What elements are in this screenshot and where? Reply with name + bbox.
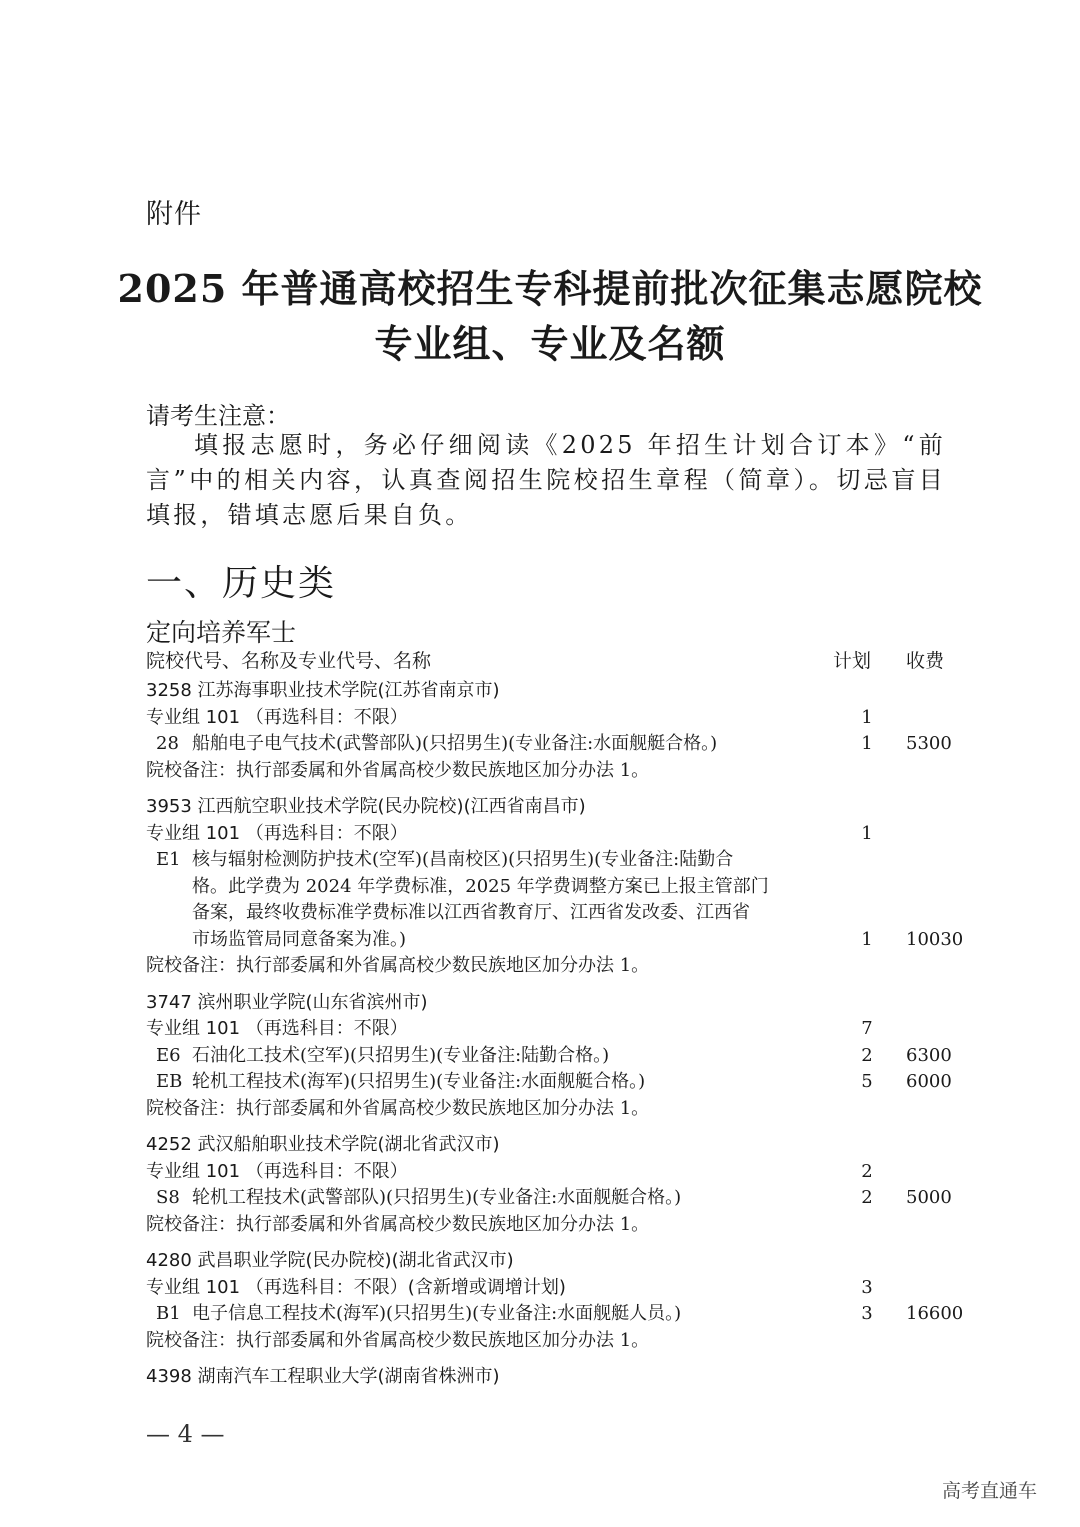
remark-text: 执行部委属和外省属高校少数民族地区加分办法 1。	[236, 955, 650, 976]
school-remark	[146, 953, 966, 980]
school-header: 4398 湖南汽车工程职业大学(湖南省株洲市)	[146, 1366, 500, 1387]
major-fee: 6000	[906, 1071, 952, 1092]
school-remark	[146, 1328, 966, 1355]
school-list	[146, 678, 966, 1401]
major-plan: 1	[861, 733, 873, 754]
school-entry	[146, 678, 966, 784]
major-fee: 16600	[906, 1303, 964, 1324]
group-plan: 1	[861, 822, 873, 844]
attachment-label: 附件	[146, 199, 202, 230]
major-row	[146, 1301, 966, 1328]
major-row	[146, 731, 966, 758]
school-header: 3747 滨州职业学院(山东省滨州市)	[146, 991, 428, 1013]
document-title-line2: 专业组、专业及名额	[374, 321, 726, 366]
remark-label: 院校备注：	[146, 1097, 236, 1119]
page-number: — 4 —	[146, 1420, 225, 1448]
column-header-name: 院校代号、名称及专业代号、名称	[146, 650, 432, 672]
major-name-continued: 格。此学费为 2024 年学费标准，2025 年学费调整方案已上报主管部门	[192, 875, 769, 897]
major-name-last-line: 市场监管局同意备案为准。) 1 10030	[146, 927, 966, 954]
group-plan: 3	[861, 1276, 873, 1298]
major-fee: 10030	[906, 928, 964, 950]
major-code: E1	[156, 849, 181, 870]
school-header: 4280 武昌职业学院(民办院校)(湖北省武汉市)	[146, 1250, 514, 1271]
group-row	[146, 705, 966, 732]
major-plan: 2	[861, 1187, 873, 1208]
major-row	[146, 847, 966, 953]
document-title-line1: 2025 年普通高校招生专科提前批次征集志愿院校	[117, 266, 983, 311]
group-row	[146, 1159, 966, 1186]
major-code: E6	[156, 1044, 181, 1066]
notice-label: 请考生注意：	[146, 402, 290, 430]
school-header: 4252 武汉船舶职业技术学院(湖北省武汉市)	[146, 1134, 500, 1155]
major-name: 石油化工技术(空军)(只招男生)(专业备注:陆勤合格。)	[192, 1044, 610, 1066]
group-plan: 1	[861, 706, 873, 728]
school-header: 3953 江西航空职业技术学院(民办院校)(江西省南昌市)	[146, 796, 586, 817]
school-header: 3258 江苏海事职业技术学院(江苏省南京市)	[146, 680, 500, 701]
section-heading: 一、历史类	[146, 563, 337, 604]
group-label: 专业组 101 （再选科目：不限）	[146, 822, 408, 844]
group-label: 专业组 101 （再选科目：不限）	[146, 1160, 408, 1182]
major-name-continued: 备案，最终收费标准学费标准以江西省教育厅、江西省发改委、江西省	[192, 902, 750, 923]
group-row	[146, 1016, 966, 1043]
major-code: B1	[156, 1303, 181, 1324]
group-label: 专业组 101 （再选科目：不限）	[146, 1018, 408, 1039]
column-header-fee: 收费	[906, 650, 945, 672]
major-name: 轮机工程技术(海军)(只招男生)(专业备注:水面舰艇合格。)	[192, 1071, 646, 1092]
major-fee: 5000	[906, 1187, 952, 1208]
remark-text: 执行部委属和外省属高校少数民族地区加分办法 1。	[236, 1329, 650, 1351]
column-header-plan: 计划	[833, 650, 872, 672]
major-row	[146, 1043, 966, 1070]
school-entry	[146, 1132, 966, 1238]
major-plan: 2	[861, 1044, 873, 1066]
group-label: 专业组 101 （再选科目：不限）	[146, 706, 408, 728]
school-remark	[146, 1212, 966, 1239]
school-remark	[146, 758, 966, 785]
school-entry	[146, 990, 966, 1123]
major-plan: 5	[861, 1071, 873, 1092]
major-name: 核与辐射检测防护技术(空军)(昌南校区)(只招男生)(专业备注:陆勤合	[192, 849, 734, 870]
major-row	[146, 1069, 966, 1096]
school-entry	[146, 1364, 966, 1391]
notice-body: 填报志愿时，务必仔细阅读《2025 年招生计划合订本》“前言”中的相关内容，认真查阅招生院校招生章程（简章）。切忌盲目填报，错填志愿后果自负。	[146, 431, 946, 529]
major-fee: 6300	[906, 1044, 952, 1066]
group-plan: 2	[861, 1160, 873, 1182]
remark-text: 执行部委属和外省属高校少数民族地区加分办法 1。	[236, 1097, 650, 1119]
major-plan: 3	[861, 1303, 873, 1324]
major-code: S8	[156, 1187, 180, 1208]
school-entry	[146, 794, 966, 980]
group-row	[146, 1275, 966, 1302]
major-code: 28	[156, 733, 179, 754]
remark-label: 院校备注：	[146, 1329, 236, 1351]
group-label: 专业组 101 （再选科目：不限）(含新增或调增计划)	[146, 1276, 566, 1298]
major-plan: 1	[861, 928, 873, 950]
remark-label: 院校备注：	[146, 1213, 236, 1235]
remark-text: 执行部委属和外省属高校少数民族地区加分办法 1。	[236, 759, 650, 781]
watermark: 高考直通车	[942, 1480, 1038, 1502]
major-name: 电子信息工程技术(海军)(只招男生)(专业备注:水面舰艇人员。)	[192, 1303, 682, 1324]
major-row	[146, 1185, 966, 1212]
major-code: EB	[156, 1071, 183, 1092]
group-plan: 7	[861, 1018, 873, 1039]
major-name: 轮机工程技术(武警部队)(只招男生)(专业备注:水面舰艇合格。)	[192, 1187, 682, 1208]
remark-label: 院校备注：	[146, 759, 236, 781]
group-row	[146, 821, 966, 848]
major-fee: 5300	[906, 733, 952, 754]
subsection-heading: 定向培养军士	[146, 618, 297, 647]
major-name: 船舶电子电气技术(武警部队)(只招男生)(专业备注:水面舰艇合格。)	[192, 733, 718, 754]
school-remark	[146, 1096, 966, 1123]
remark-text: 执行部委属和外省属高校少数民族地区加分办法 1。	[236, 1213, 650, 1235]
remark-label: 院校备注：	[146, 955, 236, 976]
school-entry	[146, 1248, 966, 1354]
